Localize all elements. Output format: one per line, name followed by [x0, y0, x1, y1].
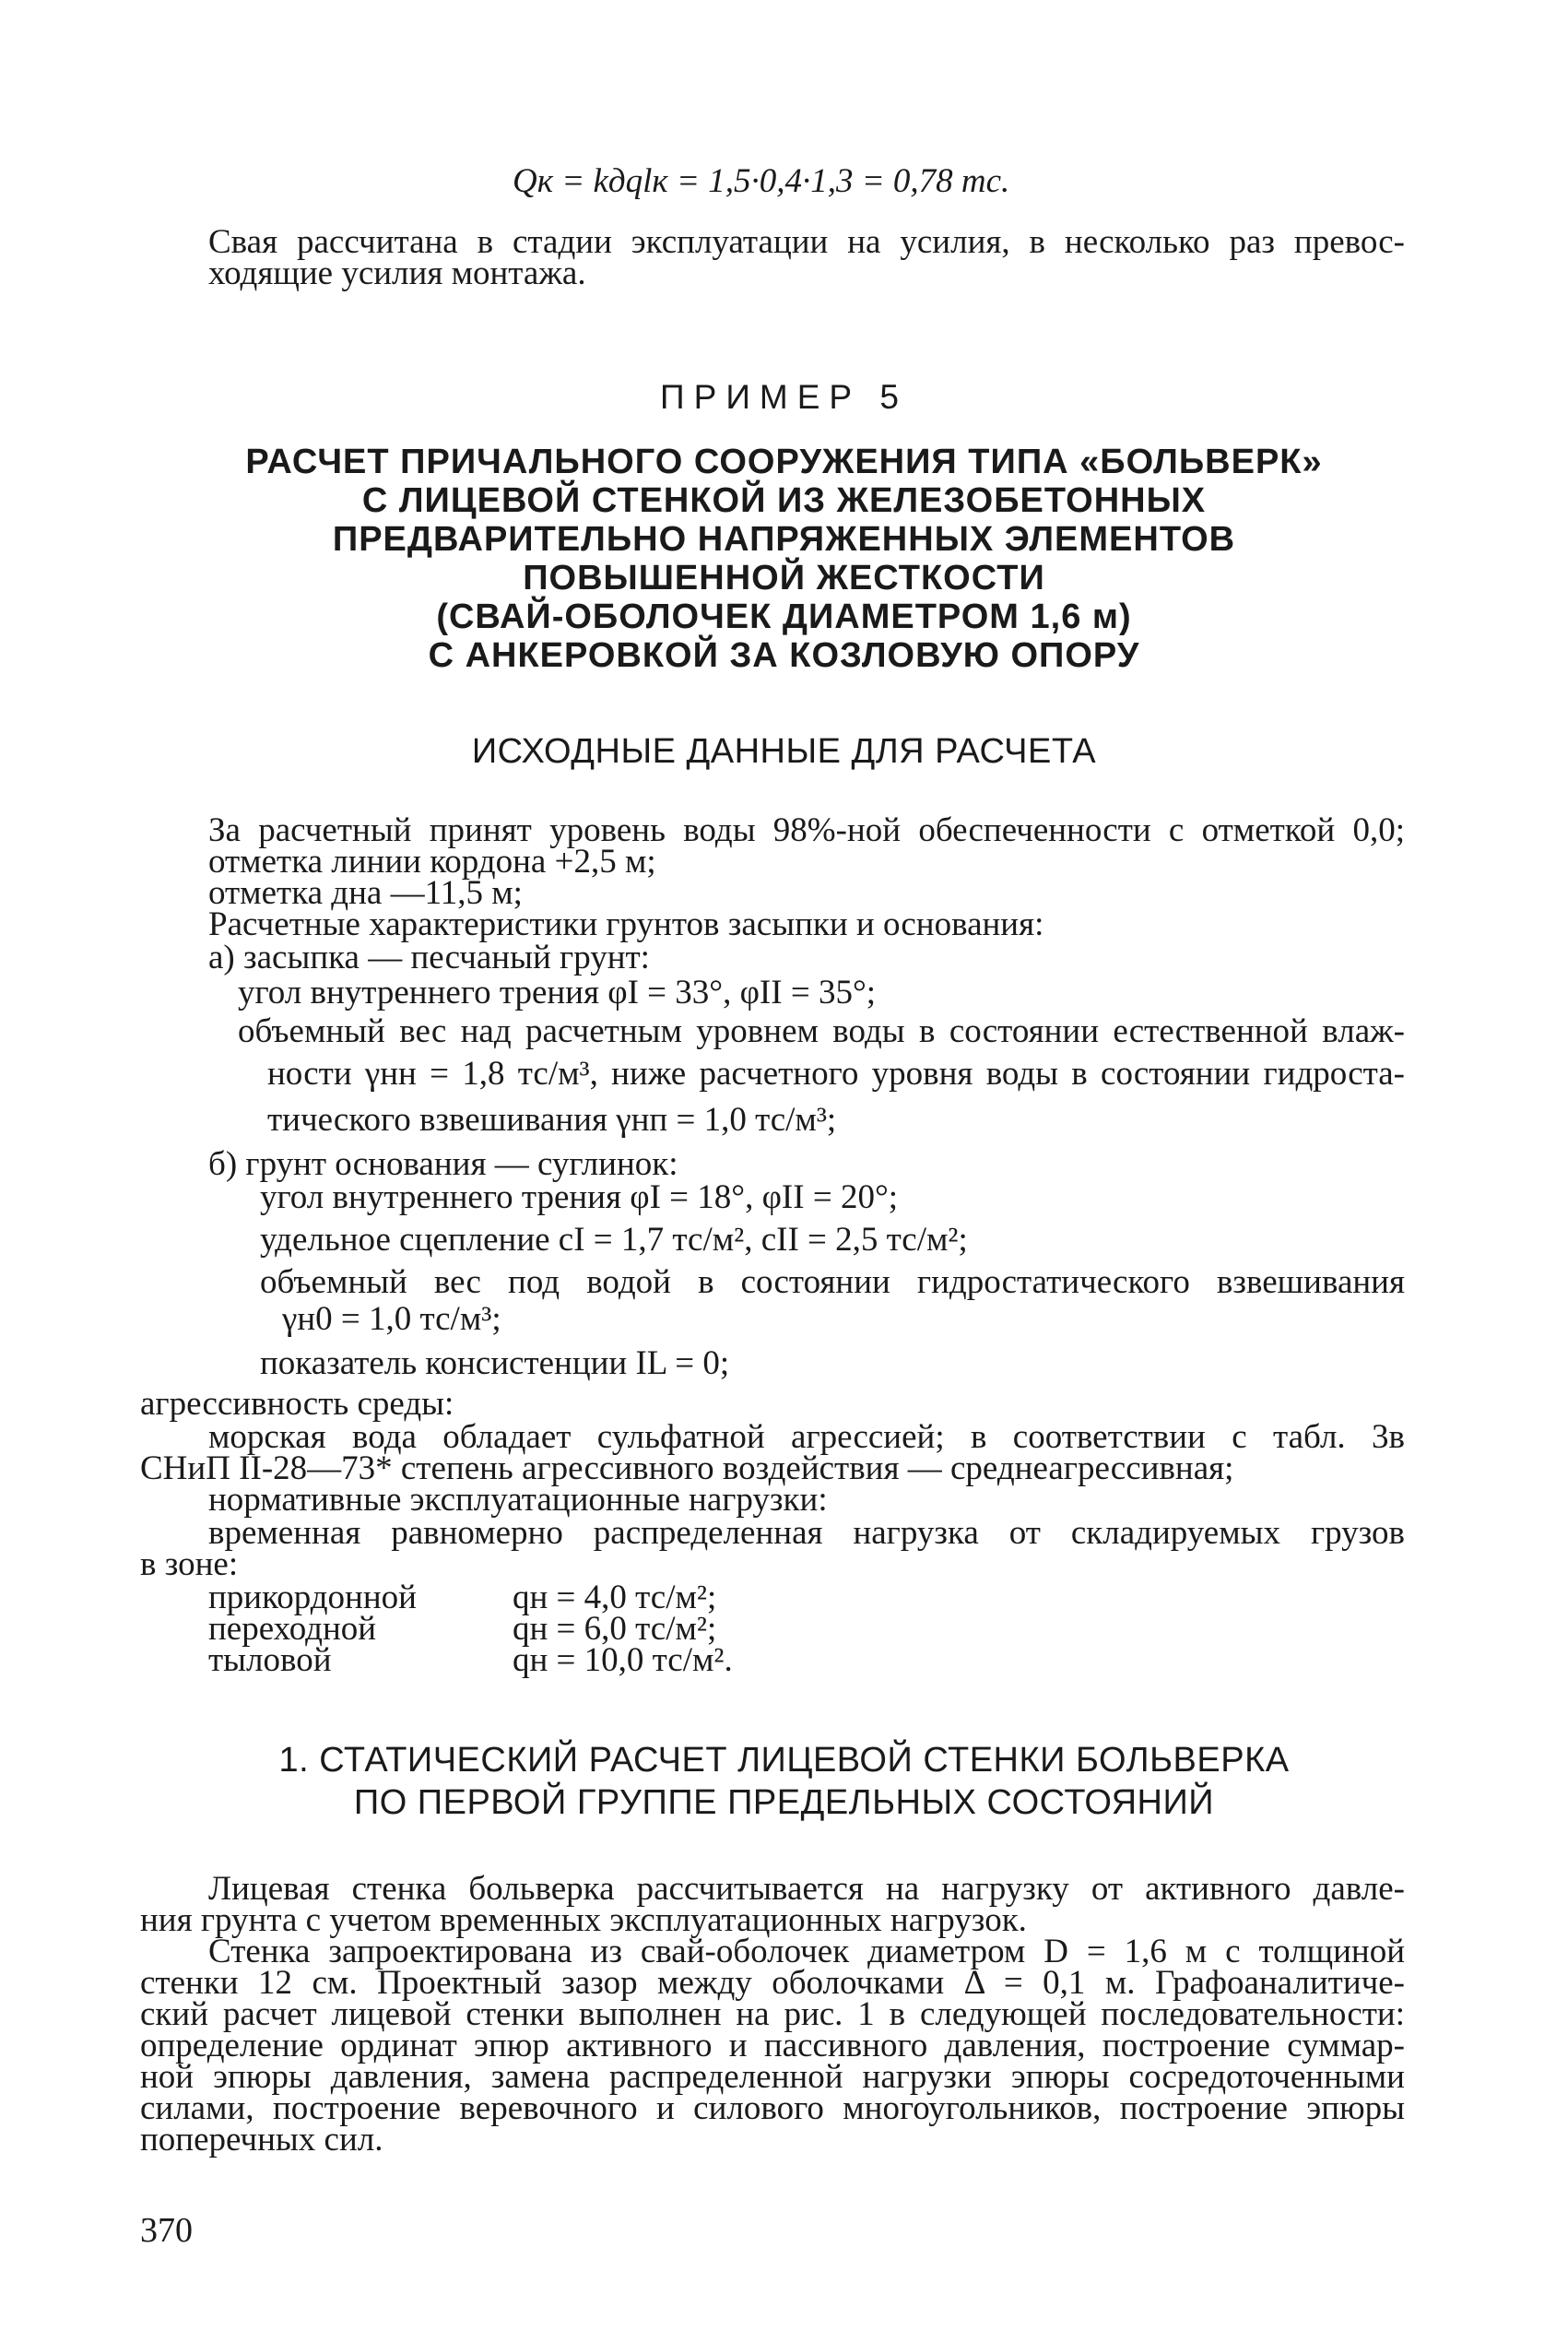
- main-title-line-4: ПОВЫШЕННОЙ ЖЕСТКОСТИ: [523, 559, 1045, 597]
- section-1-text-1: Лицевая стенка больверка рассчитывается на нагрузку от активного давле-: [208, 1870, 1405, 1908]
- para-top-line-2: ходящие усилия монтажа.: [208, 254, 586, 292]
- para-top-line-1: Свая рассчитана в стадии эксплуатации на усилия, в несколько раз превос-: [208, 223, 1405, 261]
- initial-line-6: угол внутреннего трения φI = 33°, φII = 35°;: [238, 974, 877, 1011]
- initial-line-8: ности γнн = 1,8 тс/м³, ниже расчетного уровня воды в состоянии гидроста-: [267, 1055, 1405, 1093]
- initial-line-1: За расчетный принят уровень воды 98%-ной обеспеченности с отметкой 0,0;: [208, 811, 1405, 849]
- initial-line-18: СНиП II-28—73* степень агрессивного воздействия — среднеагрессивная;: [140, 1449, 1234, 1487]
- section-1-text-6: определение ординат эпюр активного и пассивного давления, построение суммар-: [140, 2027, 1405, 2064]
- initial-line-15: показатель консистенции IL = 0;: [260, 1344, 730, 1382]
- initial-line-12: удельное сцепление cI = 1,7 тс/м², cII = 2,5 тс/м²;: [260, 1221, 968, 1259]
- initial-line-20: временная равномерно распределенная нагрузка от складируемых грузов: [208, 1514, 1405, 1552]
- load-zone-3: тыловой: [208, 1641, 332, 1679]
- example-label: ПРИМЕР 5: [660, 378, 908, 416]
- load-value-1: qн = 4,0 тс/м²;: [513, 1579, 717, 1616]
- section-1-text-7: ной эпюры давления, замена распределенной нагрузки эпюры сосредоточенными: [140, 2058, 1405, 2096]
- initial-line-5: а) засыпка — песчаный грунт:: [208, 939, 650, 976]
- initial-line-3: отметка дна —11,5 м;: [208, 874, 523, 912]
- load-zone-2: переходной: [208, 1610, 377, 1648]
- section-1-text-8: силами, построение веревочного и силового многоугольников, построение эпюры: [140, 2089, 1405, 2127]
- initial-line-16: агрессивность среды:: [140, 1385, 454, 1423]
- initial-line-21: в зоне:: [140, 1545, 239, 1583]
- section-1-text-9: поперечных сил.: [140, 2121, 383, 2159]
- load-zone-1: прикордонной: [208, 1579, 417, 1616]
- main-title-line-2: С ЛИЦЕВОЙ СТЕНКОЙ ИЗ ЖЕЛЕЗОБЕТОННЫХ: [361, 481, 1207, 520]
- section-1-title-line-2: ПО ПЕРВОЙ ГРУППЕ ПРЕДЕЛЬНЫХ СОСТОЯНИЙ: [353, 1783, 1215, 1822]
- initial-line-2: отметка линии кордона +2,5 м;: [208, 843, 656, 881]
- initial-line-4: Расчетные характеристики грунтов засыпки и основания:: [208, 905, 1044, 943]
- section-1-text-4: стенки 12 см. Проектный зазор между оболочками Δ = 0,1 м. Графоаналитиче-: [140, 1964, 1405, 2002]
- initial-line-9: тического взвешивания γнп = 1,0 тс/м³;: [267, 1101, 837, 1139]
- section-1-text-5: ский расчет лицевой стенки выполнен на рис. 1 в следующей последовательности:: [140, 1995, 1405, 2033]
- formula-top: Qк = kдqlк = 1,5·0,4·1,3 = 0,78 тс.: [513, 162, 1010, 200]
- section-1-text-3: Стенка запроектирована из свай-оболочек диаметром D = 1,6 м с толщиной: [208, 1933, 1405, 1970]
- initial-line-14: γн0 = 1,0 тс/м³;: [282, 1300, 501, 1338]
- initial-line-17: морская вода обладает сульфатной агрессией; в соответствии с табл. 3в: [208, 1418, 1405, 1456]
- section-1-title-line-1: 1. СТАТИЧЕСКИЙ РАСЧЕТ ЛИЦЕВОЙ СТЕНКИ БОЛЬВЕРКА: [278, 1741, 1290, 1780]
- initial-line-13: объемный вес под водой в состоянии гидростатического взвешивания: [260, 1263, 1405, 1301]
- page-number: 370: [140, 2211, 193, 2250]
- load-value-3: qн = 10,0 тс/м².: [513, 1641, 733, 1679]
- main-title-line-6: С АНКЕРОВКОЙ ЗА КОЗЛОВУЮ ОПОРУ: [428, 636, 1140, 675]
- initial-line-10: б) грунт основания — суглинок:: [208, 1145, 678, 1183]
- initial-line-7: объемный вес над расчетным уровнем воды в состоянии естественной влаж-: [238, 1012, 1405, 1050]
- main-title-line-3: ПРЕДВАРИТЕЛЬНО НАПРЯЖЕННЫХ ЭЛЕМЕНТОВ: [332, 520, 1236, 559]
- section-initial-title: ИСХОДНЫЕ ДАННЫЕ ДЛЯ РАСЧЕТА: [471, 732, 1097, 771]
- main-title-line-1: РАСЧЕТ ПРИЧАЛЬНОГО СООРУЖЕНИЯ ТИПА «БОЛЬВЕРК»: [245, 443, 1323, 481]
- initial-line-19: нормативные эксплуатационные нагрузки:: [208, 1481, 828, 1519]
- load-value-2: qн = 6,0 тс/м²;: [513, 1610, 717, 1648]
- main-title-line-5: (СВАЙ-ОБОЛОЧЕК ДИАМЕТРОМ 1,6 м): [436, 597, 1132, 636]
- initial-line-11: угол внутреннего трения φI = 18°, φII = 20°;: [260, 1178, 899, 1216]
- section-1-text-2: ния грунта с учетом временных эксплуатационных нагрузок.: [140, 1901, 1027, 1939]
